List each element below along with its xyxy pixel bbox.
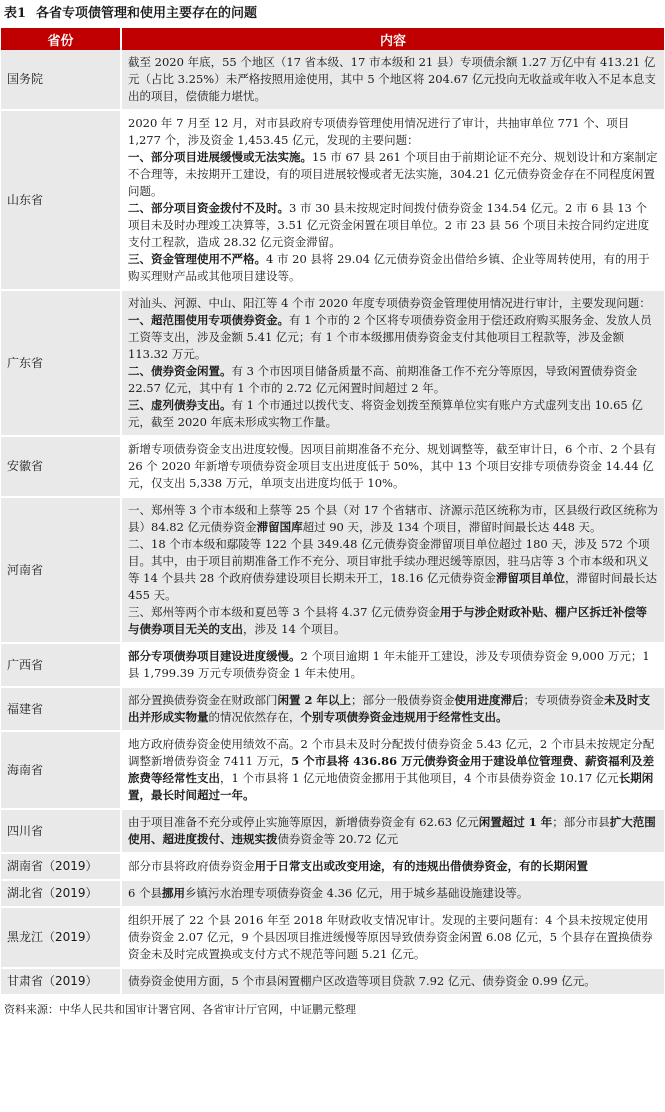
province-cell: 河南省: [1, 497, 121, 643]
table-caption: [0, 0, 665, 28]
content-emphasis: 使用进度滞后: [454, 693, 524, 707]
content-text: ；部分市县: [552, 815, 610, 829]
content-text: 15 市 67 县 261 个项目由于前期论证不充分、规划设计和方案制定不合理等，未按期开工建设，有的项目进展较慢或者无法实施，304.21 亿元债券资金存在不同程度闲置问题。: [128, 150, 658, 198]
table-row: [1, 853, 664, 880]
table-row: [1, 731, 664, 809]
content-emphasis: 二、部分项目资金拨付不及时。: [128, 201, 289, 215]
content-text: 组织开展了 22 个县 2016 年至 2018 年财政收支情况审计。发现的主要问题有：4 个县未按规定使用债券资金 2.07 亿元，9 个县因项目推进缓慢等原因导致债券资金闲置 6.08 亿元，5 个县存在置换债券资金未及时完成置换或支付方式不规范等问题 5.21 亿元。: [128, 913, 653, 961]
content-cell: [121, 497, 664, 643]
content-paragraph: [128, 312, 658, 363]
content-text: 4 市 20 县将 29.04 亿元债券资金出借给乡镇、企业等周转使用，有的用于购买理财产品或其他项目建设等。: [128, 252, 650, 283]
content-cell: [121, 880, 664, 907]
content-paragraph: [128, 295, 658, 312]
province-cell: 四川省: [1, 809, 121, 853]
content-cell: [121, 436, 664, 497]
content-text: 截至 2020 年底，55 个地区（17 省本级、17 市本级和 21 县）专项债余额 1.27 万亿中有 413.21 亿元（占比 3.25%）未严格按照用途使用，其中 5 个地区将 204.67 亿元投向无收益或年收入不足本息支出的项目，偿债能力堪忧。: [128, 55, 656, 103]
content-paragraph: [128, 397, 658, 431]
table-body: [1, 50, 664, 995]
header-province: 省份: [1, 28, 121, 50]
content-emphasis: 闲置超过 1 年: [478, 815, 553, 829]
table-row: [1, 110, 664, 290]
content-text: ，涉及 14 个项目。: [243, 622, 346, 636]
content-emphasis: 挪用: [161, 886, 185, 900]
content-cell: [121, 643, 664, 687]
content-paragraph: [128, 604, 658, 638]
content-cell: [121, 731, 664, 809]
content-emphasis: 未及时支出并形成实物量: [128, 693, 651, 724]
province-cell: 广东省: [1, 290, 121, 436]
content-cell: [121, 290, 664, 436]
caption-number: 表1: [4, 6, 27, 21]
table-row: [1, 809, 664, 853]
content-cell: [121, 907, 664, 968]
content-emphasis: 长期闲置，最长时间超过一年。: [128, 771, 654, 802]
content-text: ；专项债券资金: [523, 693, 605, 707]
content-text: 债券资金等 20.72 亿元: [277, 832, 399, 846]
content-text: 3 市 30 县未按规定时间拨付债券资金 134.54 亿元。2 市 6 县 13 个项目未及时办理竣工决算等，3.51 亿元资金闲置在项目单位。2 市 23 县 56 个项目未按合同约定进度支付工程款，造成 28.32 亿元资金滞留。: [128, 201, 650, 249]
content-emphasis: 部分专项债券项目建设进度缓慢。: [128, 649, 301, 663]
content-emphasis: 二、债券资金闲置。: [128, 364, 232, 378]
content-paragraph: [128, 200, 658, 251]
content-cell: [121, 50, 664, 110]
province-cell: 国务院: [1, 50, 121, 110]
content-text: 2 个项目逾期 1 年未能开工建设，涉及专项债券资金 9,000 万元；1 县 1,799.39 万元专项债券资金 1 年未使用。: [128, 649, 650, 680]
content-emphasis: 滞留项目单位: [495, 571, 565, 585]
province-cell: 福建省: [1, 687, 121, 731]
table-row: [1, 50, 664, 110]
content-paragraph: [128, 885, 658, 902]
content-text: 新增专项债券资金支出进度较慢。因项目前期准备不充分、规划调整等，截至审计日，6 个市、2 个县有 26 个 2020 年新增专项债券资金项目支出进度低于 50%，其中 13 个项目安排专项债券资金 14.44 亿元，仅支出 5,338 万元，单项支出进度均低于 10%。: [128, 442, 656, 490]
content-paragraph: [128, 536, 658, 604]
content-paragraph: [128, 912, 658, 963]
content-paragraph: [128, 363, 658, 397]
content-cell: [121, 687, 664, 731]
content-emphasis: 一、部分项目进展缓慢或无法实施。: [128, 150, 312, 164]
content-text: 二、18 个市本级和鄢陵等 122 个县 349.48 亿元债券资金滞留项目单位超过 180 天，涉及 572 个项目。其中，由于项目前期准备工作不充分、项目审批手续办理迟缓等原因，驻马店等 3 个市本级和巩义等 14 个县共 28 个政府债券建设项目长期未开工，18.16 亿元债券资金: [128, 537, 650, 585]
content-emphasis: 扩大范围使用、超进度拨付、违规实拨: [128, 815, 656, 846]
content-paragraph: [128, 692, 658, 726]
content-emphasis: 三、资金管理使用不严格。: [128, 252, 266, 266]
content-emphasis: 个别专项债券资金违规用于经常性支出。: [300, 710, 508, 724]
table-row: [1, 290, 664, 436]
content-emphasis: 滞留国库: [256, 520, 303, 534]
content-paragraph: [128, 973, 658, 990]
province-cell: 湖南省（2019）: [1, 853, 121, 880]
issues-table: [1, 28, 664, 996]
content-text: 地方政府债券资金使用绩效不高。2 个市县未及时分配拨付债券资金 5.43 亿元，2 个市县未按规定分配调整新增债券资金 7411 万元，: [128, 737, 655, 768]
content-text: 超过 90 天，涉及 134 个项目，滞留时间最长达 448 天。: [302, 520, 602, 534]
content-text: 有 1 个市通过以拨代支、将资金划拨至预算单位实有账户方式虚列支出 10.65 亿元，截至 2020 年底未形成实物工作量。: [128, 398, 643, 429]
content-text: 由于项目准备不充分或停止实施等原因，新增债券资金有 62.63 亿元: [128, 815, 479, 829]
table-row: [1, 880, 664, 907]
content-text: 的情况依然存在，: [208, 710, 301, 724]
content-text: 2020 年 7 月至 12 月，对市县政府专项债券管理使用情况进行了审计，共抽审单位 771 个、项目 1,277 个，涉及资金 1,453.45 亿元，发现的主要问题：: [128, 116, 630, 147]
caption-title: 各省专项债管理和使用主要存在的问题: [36, 6, 258, 21]
content-paragraph: [128, 814, 658, 848]
content-paragraph: [128, 858, 658, 875]
content-paragraph: [128, 441, 658, 492]
content-cell: [121, 853, 664, 880]
province-cell: 甘肃省（2019）: [1, 968, 121, 995]
table-row: [1, 643, 664, 687]
content-paragraph: [128, 149, 658, 200]
content-paragraph: [128, 115, 658, 149]
content-paragraph: [128, 54, 658, 105]
province-cell: 海南省: [1, 731, 121, 809]
table-row: [1, 436, 664, 497]
content-cell: [121, 968, 664, 995]
content-text: 部分置换债券资金在财政部门: [128, 693, 278, 707]
content-cell: [121, 110, 664, 290]
province-cell: 广西省: [1, 643, 121, 687]
province-cell: 山东省: [1, 110, 121, 290]
content-text: 债券资金使用方面，5 个市县闲置棚户区改造等项目贷款 7.92 亿元、债券资金 0.99 亿元。: [128, 974, 596, 988]
content-text: 乡镇污水治理专项债券资金 4.36 亿元，用于城乡基础设施建设等。: [184, 886, 529, 900]
content-text: ；部分一般债券资金: [351, 693, 455, 707]
source-note: 资料来源：中华人民共和国审计署官网、各省审计厅官网，中证鹏元整理: [4, 1003, 356, 1016]
content-paragraph: [128, 648, 658, 682]
content-text: 部分市县将政府债券资金: [128, 859, 255, 873]
content-cell: [121, 809, 664, 853]
content-emphasis: 5 个市县将 436.86 万元债券资金用于建设单位管理费、薪资福利及差旅费等经常性支出: [128, 754, 655, 785]
content-paragraph: [128, 736, 658, 804]
content-emphasis: 用于日常支出或改变用途，有的违规出借债券资金，有的长期闲置: [254, 859, 588, 873]
content-text: 6 个县: [128, 886, 162, 900]
table-row: [1, 687, 664, 731]
table-header-row: [1, 28, 664, 50]
province-cell: 安徽省: [1, 436, 121, 497]
content-text: 有 1 个市的 2 个区将专项债券资金用于偿还政府购买服务金、发放人员工资等支出，涉及金额 5.41 亿元；有 1 个市本级挪用债券资金支付其他项目工程款等，涉及金额 113.32 万元。: [128, 313, 652, 361]
province-cell: 湖北省（2019）: [1, 880, 121, 907]
province-cell: 黑龙江（2019）: [1, 907, 121, 968]
content-text: 三、郑州等两个市本级和夏邑等 3 个县将 4.37 亿元债券资金: [128, 605, 441, 619]
table-row: [1, 968, 664, 995]
table-row: [1, 907, 664, 968]
content-emphasis: 用于与涉企财政补贴、棚户区拆迁补偿等与债券项目无关的支出: [128, 605, 648, 636]
content-paragraph: [128, 251, 658, 285]
content-text: 有 3 个市因项目储备质量不高、前期准备工作不充分等原因，导致闲置债券资金 22.57 亿元，其中有 1 个市的 2.72 亿元闲置时间超过 2 年。: [128, 364, 638, 395]
content-emphasis: 三、虚列债券支出。: [128, 398, 232, 412]
content-text: 一、郑州等 3 个市本级和上蔡等 25 个县（对 17 个省辖市、济源示范区统称为市，区县级行政区统称为县）84.82 亿元债券资金: [128, 503, 659, 534]
content-text: ，1 个市县将 1 亿元地债资金挪用于其他项目，4 个市县债券资金 10.17 亿元: [220, 771, 619, 785]
content-emphasis: 一、超范围使用专项债券资金。: [128, 313, 289, 327]
content-paragraph: [128, 502, 658, 536]
table-row: [1, 497, 664, 643]
content-emphasis: 闲置 2 年以上: [277, 693, 352, 707]
header-content: 内容: [121, 28, 664, 50]
content-text: ，滞留时间最长达 455 天。: [128, 571, 657, 602]
content-text: 对汕头、河源、中山、阳江等 4 个市 2020 年度专项债券资金管理使用情况进行审计，主要发现问题：: [128, 296, 651, 310]
